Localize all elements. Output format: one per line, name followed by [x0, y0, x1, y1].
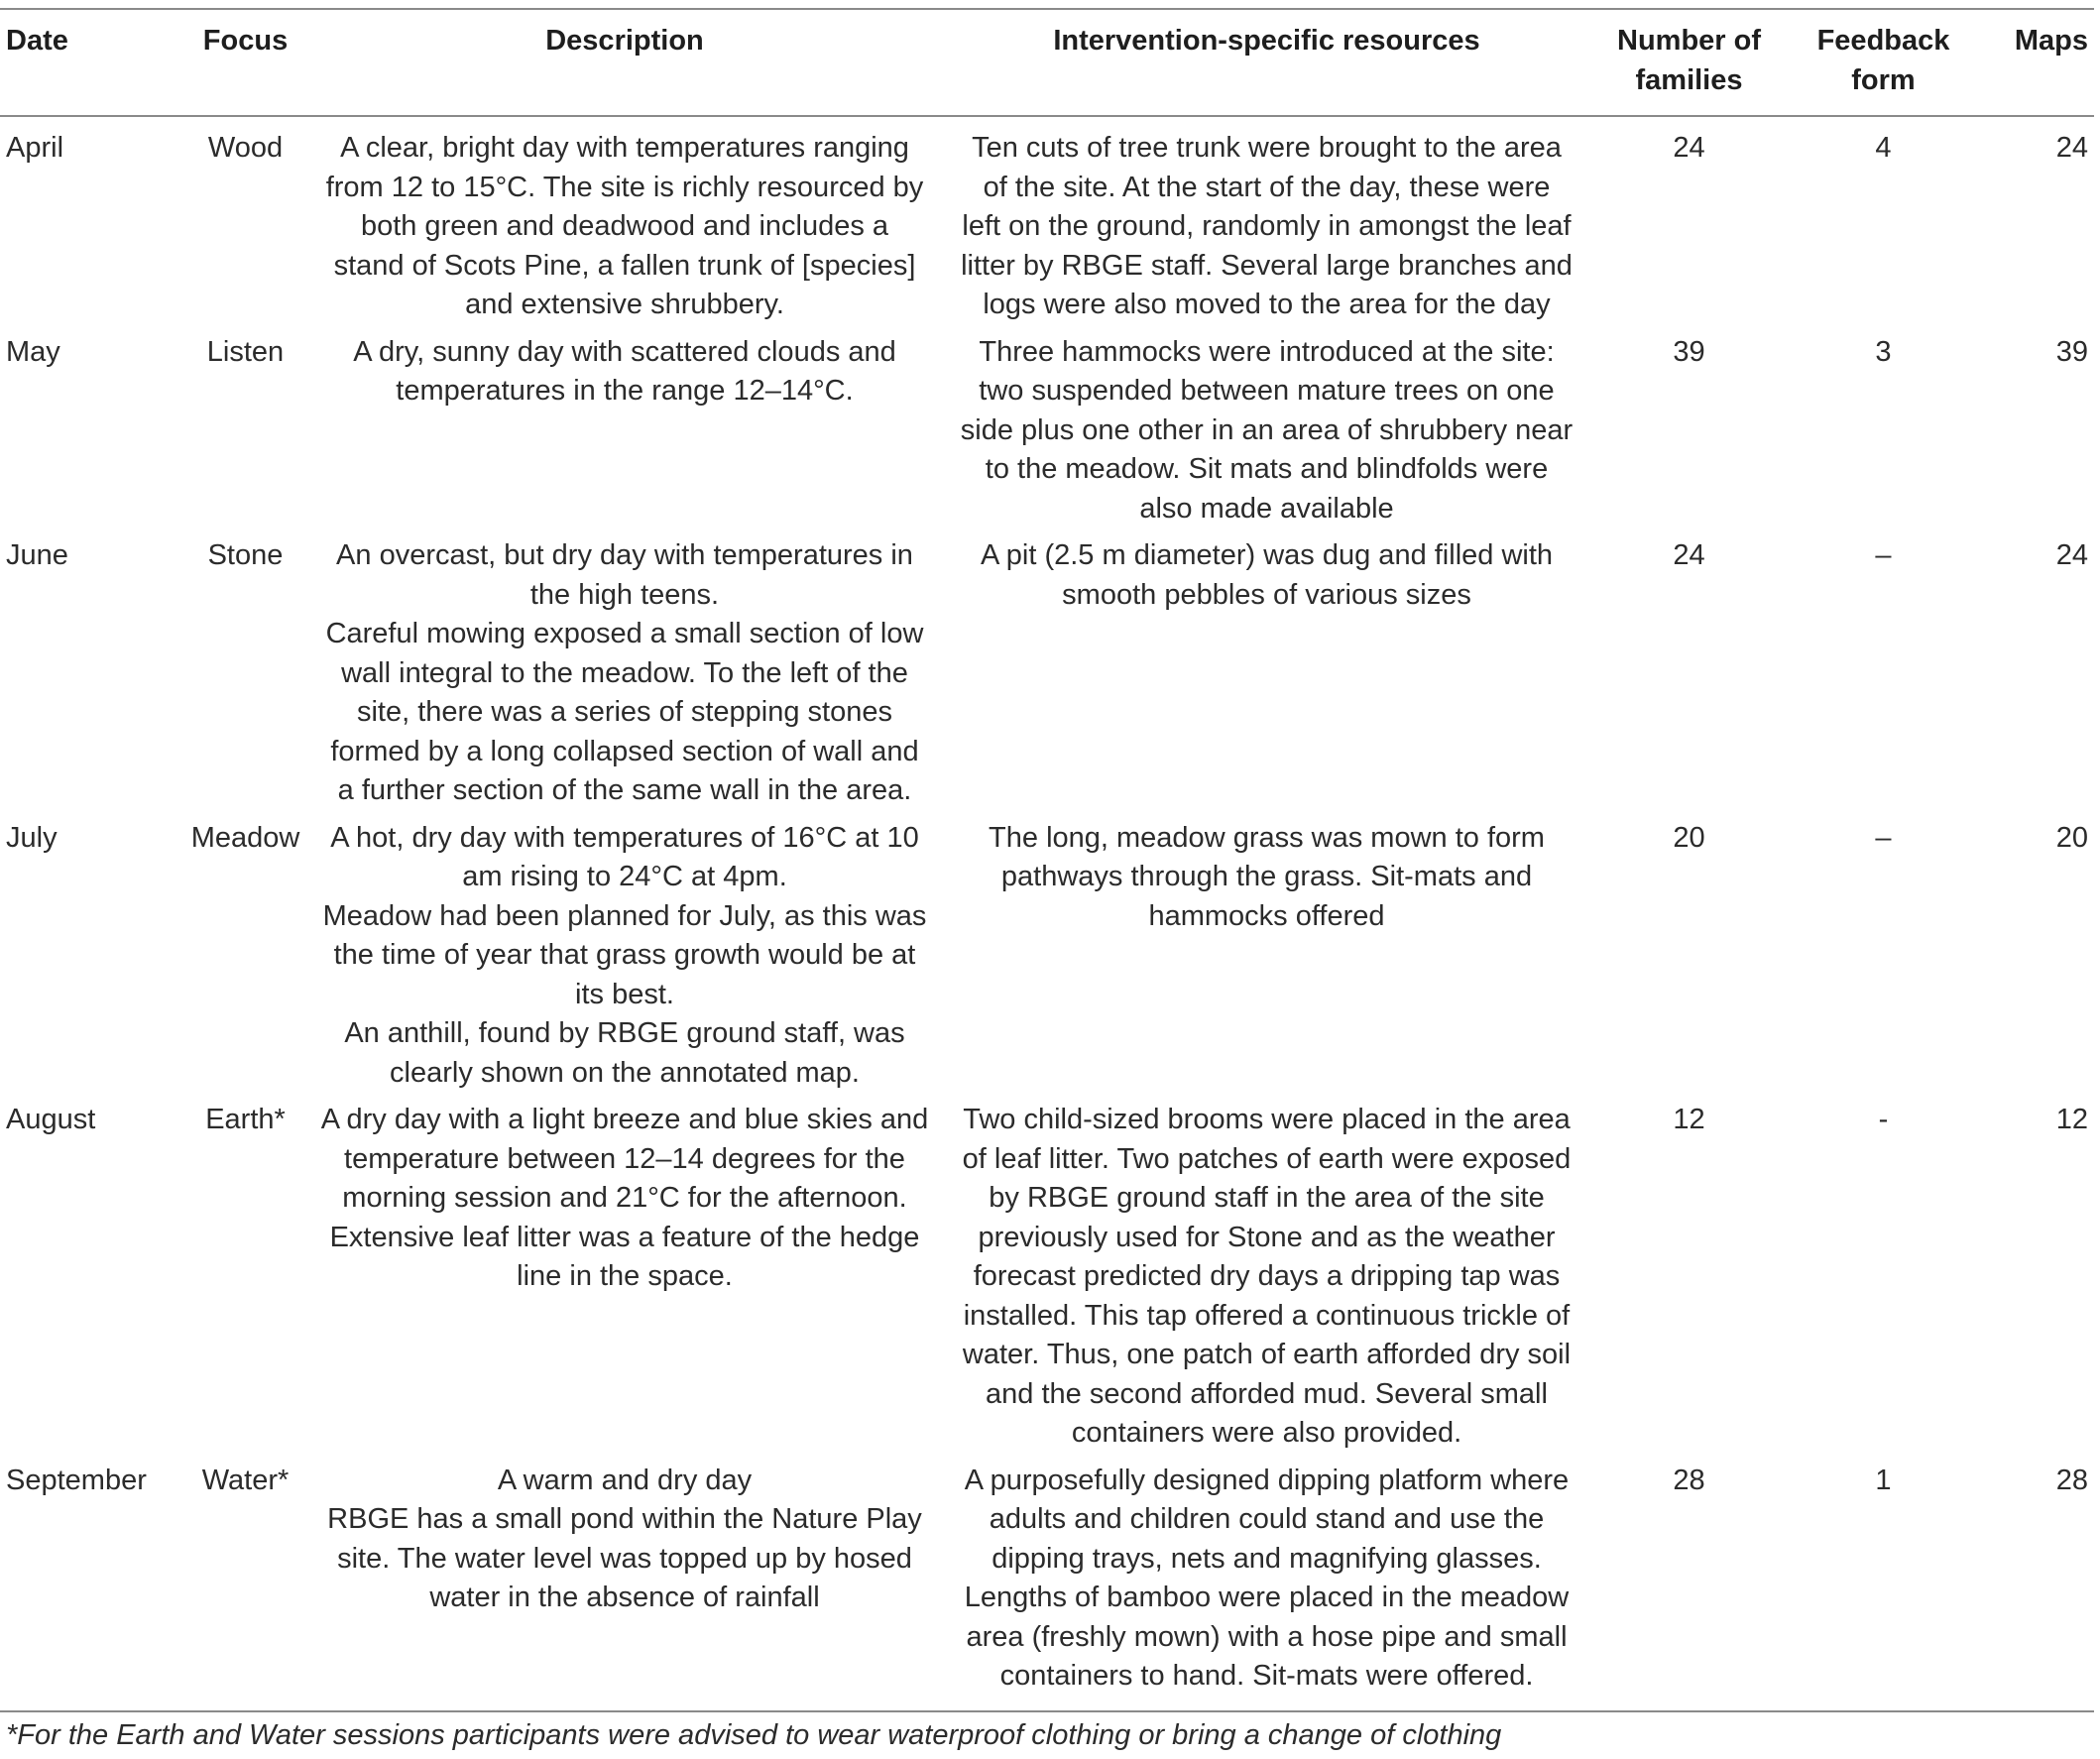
cell-date: July	[6, 821, 58, 854]
cell-description-line: the time of year that grass growth would be at	[333, 939, 916, 971]
cell-resources-line: area (freshly mown) with a hose pipe and small	[966, 1620, 1568, 1653]
header-feedback	[1782, 9, 1985, 116]
cell-resources-line: containers were also provided.	[1071, 1417, 1462, 1449]
cell-description	[312, 325, 937, 529]
table-row	[0, 116, 2094, 325]
cell-resources	[937, 528, 1596, 811]
table-body	[0, 116, 2094, 1697]
cell-feedback: 3	[1875, 335, 1892, 368]
cell-description-line: An anthill, found by RBGE ground staff, was	[344, 1017, 905, 1049]
table-bottom-rule	[0, 1710, 2094, 1712]
cell-resources-line: forecast predicted dry days a dripping tap was	[973, 1260, 1561, 1292]
cell-feedback: 1	[1875, 1464, 1892, 1496]
cell-description-line: water in the absence of rainfall	[429, 1582, 820, 1613]
cell-description-line: A dry, sunny day with scattered clouds and	[353, 335, 896, 368]
cell-resources-line: containers to hand. Sit-mats were offered.	[999, 1660, 1534, 1692]
header-feedback-line: Feedback	[1816, 25, 1950, 57]
cell-description-line: Extensive leaf litter was a feature of the hedge	[329, 1221, 920, 1253]
cell-description-line: RBGE has a small pond within the Nature Play	[327, 1503, 922, 1535]
cell-resources-line: pathways through the grass. Sit-mats and	[1000, 861, 1533, 892]
cell-maps: 12	[2055, 1104, 2088, 1135]
header-focus: Focus	[202, 25, 289, 57]
cell-focus: Listen	[206, 335, 285, 368]
table-row	[0, 1454, 2094, 1697]
cell-feedback: 4	[1875, 132, 1892, 164]
cell-description-line: A warm and dry day	[497, 1464, 753, 1496]
session-table	[0, 8, 2094, 1697]
header-families-line: Number of	[1617, 25, 1761, 57]
cell-resources	[937, 325, 1596, 529]
cell-description-line: a further section of the same wall in the area.	[337, 774, 912, 806]
cell-focus: Stone	[207, 539, 284, 571]
cell-description	[312, 811, 937, 1094]
header-resources: Intervention-specific resources	[1053, 25, 1480, 57]
cell-description-line: A hot, dry day with temperatures of 16°C at 10	[330, 821, 919, 854]
cell-description-line: and extensive shrubbery.	[465, 289, 784, 320]
cell-resources-line: by RBGE ground staff in the area of the site	[989, 1182, 1545, 1214]
cell-resources-line: A pit (2.5 m diameter) was dug and filled with	[980, 539, 1554, 571]
cell-resources-line: of leaf litter. Two patches of earth were exposed	[962, 1142, 1572, 1175]
cell-resources-line: left on the ground, randomly in amongst the leaf	[962, 210, 1572, 242]
cell-description-line: the high teens.	[529, 578, 720, 611]
cell-feedback: –	[1875, 821, 1892, 854]
cell-date: August	[6, 1104, 96, 1135]
header-date: Date	[6, 25, 68, 57]
cell-description-line: wall integral to the meadow. To the left of the	[341, 656, 908, 689]
cell-feedback: –	[1875, 539, 1892, 571]
table-row	[0, 325, 2094, 529]
cell-maps: 39	[2055, 335, 2088, 368]
cell-resources-line: Two child-sized brooms were placed in the area	[963, 1104, 1571, 1135]
cell-description-line: Careful mowing exposed a small section of low	[325, 618, 924, 649]
cell-focus: Meadow	[190, 821, 300, 854]
cell-resources-line: installed. This tap offered a continuous trickle of	[963, 1299, 1571, 1332]
cell-description-line: An overcast, but dry day with temperatures in	[336, 539, 913, 571]
cell-description-line: A clear, bright day with temperatures ranging	[340, 132, 909, 164]
cell-resources	[937, 116, 1596, 325]
cell-resources-line: A purposefully designed dipping platform where	[964, 1464, 1570, 1496]
cell-resources-line: dipping trays, nets and magnifying glasses.	[992, 1542, 1542, 1575]
cell-resources-line: Ten cuts of tree trunk were brought to the area	[972, 132, 1562, 164]
cell-maps: 20	[2055, 821, 2088, 854]
cell-maps: 24	[2055, 132, 2088, 164]
cell-resources-line: and the second afforded mud. Several small	[986, 1377, 1548, 1410]
cell-description-line: line in the space.	[517, 1260, 733, 1292]
cell-resources-line: to the meadow. Sit mats and blindfolds were	[985, 453, 1549, 485]
table-row	[0, 811, 2094, 1094]
cell-resources-line: adults and children could stand and use the	[989, 1503, 1545, 1535]
cell-resources-line: side plus one other in an area of shrubbery near	[960, 413, 1574, 446]
cell-description-line: clearly shown on the annotated map.	[390, 1056, 860, 1089]
cell-focus: Water*	[201, 1464, 290, 1496]
cell-resources-line: previously used for Stone and as the weather	[978, 1221, 1556, 1253]
cell-families: 12	[1673, 1104, 1705, 1135]
table-header	[0, 9, 2094, 116]
cell-families: 24	[1673, 132, 1705, 164]
cell-resources-line: smooth pebbles of various sizes	[1062, 578, 1471, 611]
table-row	[0, 1093, 2094, 1454]
header-feedback-line: form	[1851, 63, 1916, 96]
cell-description	[312, 116, 937, 325]
header-maps: Maps	[2014, 25, 2088, 57]
cell-maps: 24	[2055, 539, 2088, 571]
table-footnote: *For the Earth and Water sessions participants were advised to wear waterproof clothing or bring a change of clothing	[6, 1719, 1502, 1751]
table-row	[0, 528, 2094, 811]
cell-date: June	[6, 539, 68, 571]
cell-description-line: am rising to 24°C at 4pm.	[462, 861, 787, 892]
cell-description	[312, 1093, 937, 1454]
cell-resources	[937, 1093, 1596, 1454]
cell-families: 28	[1673, 1464, 1705, 1496]
cell-resources-line: of the site. At the start of the day, these were	[983, 171, 1551, 203]
cell-maps: 28	[2055, 1464, 2088, 1496]
header-families	[1596, 9, 1782, 116]
cell-resources-line: also made available	[1139, 492, 1394, 525]
cell-resources-line: Three hammocks were introduced at the site:	[979, 335, 1555, 368]
cell-resources	[937, 811, 1596, 1094]
cell-description-line: stand of Scots Pine, a fallen trunk of [species]	[333, 249, 916, 282]
cell-resources	[937, 1454, 1596, 1697]
cell-resources-line: water. Thus, one patch of earth afforded dry soil	[962, 1339, 1572, 1370]
cell-date: April	[6, 132, 64, 164]
cell-families: 24	[1673, 539, 1705, 571]
cell-resources-line: Lengths of bamboo were placed in the meadow	[964, 1582, 1570, 1613]
cell-date: September	[6, 1464, 147, 1496]
cell-resources-line: hammocks offered	[1148, 899, 1385, 932]
cell-description-line: A dry day with a light breeze and blue skies and	[320, 1104, 929, 1135]
cell-description	[312, 1454, 937, 1697]
cell-description-line: morning session and 21°C for the afternoon.	[342, 1182, 907, 1214]
cell-description	[312, 528, 937, 811]
cell-description-line: from 12 to 15°C. The site is richly resourced by	[325, 171, 924, 203]
cell-focus: Earth*	[205, 1104, 286, 1135]
cell-description-line: site, there was a series of stepping stones	[356, 696, 892, 728]
cell-resources-line: The long, meadow grass was mown to form	[989, 821, 1545, 854]
cell-feedback: -	[1878, 1104, 1889, 1135]
cell-description-line: temperatures in the range 12–14°C.	[396, 375, 854, 407]
header-description: Description	[545, 25, 704, 57]
cell-description-line: both green and deadwood and includes a	[360, 210, 889, 242]
cell-description-line: temperature between 12–14 degrees for the	[344, 1142, 905, 1175]
cell-description-line: its best.	[575, 978, 674, 1010]
cell-families: 20	[1673, 821, 1705, 854]
cell-resources-line: litter by RBGE staff. Several large branches and	[961, 249, 1573, 282]
cell-resources-line: two suspended between mature trees on one	[979, 375, 1555, 407]
cell-description-line: site. The water level was topped up by hosed	[337, 1542, 912, 1575]
cell-focus: Wood	[207, 132, 284, 164]
cell-families: 39	[1673, 335, 1705, 368]
cell-description-line: Meadow had been planned for July, as this was	[322, 899, 927, 932]
cell-description-line: formed by a long collapsed section of wall and	[330, 735, 919, 767]
header-families-line: families	[1635, 63, 1743, 96]
cell-resources-line: logs were also moved to the area for the day	[983, 289, 1551, 320]
cell-date: May	[6, 335, 60, 368]
